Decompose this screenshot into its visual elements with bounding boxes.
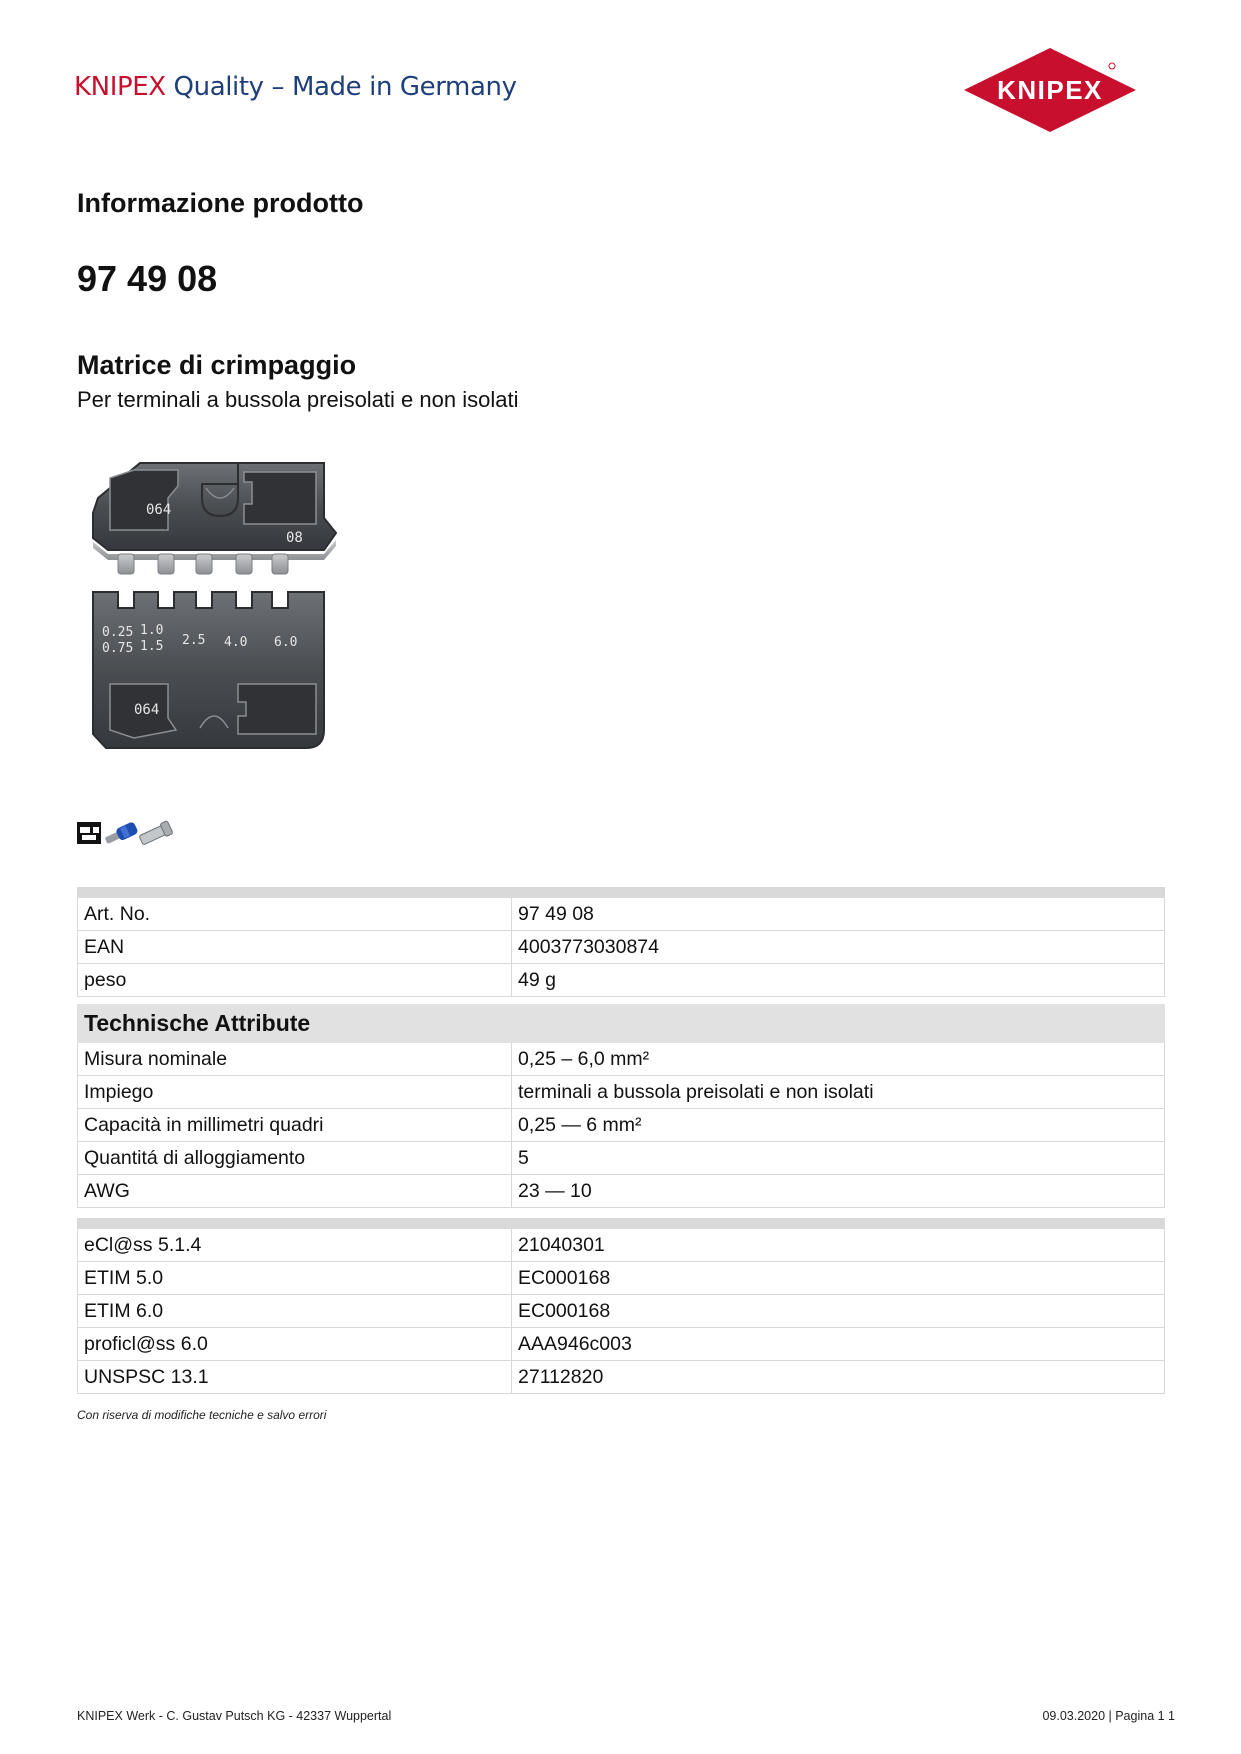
row-key: ETIM 5.0: [78, 1262, 512, 1295]
lower-die-code: 064: [134, 702, 160, 718]
size-label: 1.5: [140, 639, 164, 654]
row-value: EC000168: [512, 1295, 1165, 1328]
table-top-bar: [78, 888, 1165, 898]
table-row: [78, 1175, 1165, 1208]
crimp-die-icon: [77, 822, 101, 844]
table-row: [78, 1295, 1165, 1328]
size-label: 0.25: [102, 625, 134, 640]
table-row: [78, 898, 1165, 931]
table-row: [78, 1109, 1165, 1142]
size-label: 6.0: [274, 635, 298, 650]
info-heading: Informazione prodotto: [77, 188, 364, 218]
table-row: [78, 1361, 1165, 1394]
tagline-brand: KNIPEX: [74, 72, 166, 102]
article-number-heading: 97 49 08: [77, 258, 218, 299]
row-value: 0,25 – 6,0 mm²: [512, 1043, 1165, 1076]
uninsulated-ferrule-icon: [138, 821, 173, 846]
basic-info-table: [77, 887, 1165, 997]
row-key: UNSPSC 13.1: [78, 1361, 512, 1394]
header-tagline: [74, 72, 517, 102]
row-value: EC000168: [512, 1262, 1165, 1295]
disclaimer: Con riserva di modifiche tecniche e salvo errori: [77, 1408, 327, 1422]
product-title: Matrice di crimpaggio: [77, 350, 357, 380]
table-section-heading: [78, 1005, 1165, 1043]
footer-company: KNIPEX Werk - C. Gustav Putsch KG - 42337 Wuppertal: [77, 1709, 392, 1723]
row-value: 21040301: [512, 1229, 1165, 1262]
lower-die: [93, 592, 324, 748]
row-key: EAN: [78, 931, 512, 964]
row-value: terminali a bussola preisolati e non isolati: [512, 1076, 1165, 1109]
upper-die-code: 064: [146, 502, 172, 518]
application-icons: [77, 818, 177, 846]
row-key: Quantitá di alloggiamento: [78, 1142, 512, 1175]
row-value: AAA946c003: [512, 1328, 1165, 1361]
knipex-logo: [962, 46, 1138, 134]
classification-table: [77, 1218, 1165, 1394]
row-value: 5: [512, 1142, 1165, 1175]
row-value: 0,25 — 6 mm²: [512, 1109, 1165, 1142]
size-label: 0.75: [102, 641, 134, 656]
row-value: 23 — 10: [512, 1175, 1165, 1208]
size-label: 1.0: [140, 623, 164, 638]
size-label: 2.5: [182, 633, 206, 648]
table-row: [78, 1262, 1165, 1295]
row-key: ETIM 6.0: [78, 1295, 512, 1328]
table-row: [78, 1328, 1165, 1361]
row-value: 97 49 08: [512, 898, 1165, 931]
technical-attributes-table: [77, 1004, 1165, 1208]
table-row: [78, 931, 1165, 964]
size-label: 4.0: [224, 635, 248, 650]
logo-text: KNIPEX: [997, 75, 1103, 105]
product-subtitle: Per terminali a bussola preisolati e non isolati: [77, 387, 519, 412]
row-key: proficl@ss 6.0: [78, 1328, 512, 1361]
section-title: Technische Attribute: [78, 1005, 1165, 1043]
row-key: Capacità in millimetri quadri: [78, 1109, 512, 1142]
row-key: Impiego: [78, 1076, 512, 1109]
row-key: eCl@ss 5.1.4: [78, 1229, 512, 1262]
table-top-bar: [78, 1219, 1165, 1229]
row-key: AWG: [78, 1175, 512, 1208]
table-row: [78, 1043, 1165, 1076]
upper-die-number: 08: [286, 530, 303, 546]
row-key: Misura nominale: [78, 1043, 512, 1076]
table-row: [78, 1142, 1165, 1175]
table-row: [78, 1229, 1165, 1262]
table-row: [78, 964, 1165, 997]
upper-die: [93, 463, 336, 574]
insulated-ferrule-icon: [103, 821, 138, 846]
row-key: Art. No.: [78, 898, 512, 931]
table-row: [78, 1076, 1165, 1109]
footer-date-page: 09.03.2020 | Pagina 1 1: [1042, 1709, 1175, 1723]
row-value: 4003773030874: [512, 931, 1165, 964]
row-value: 49 g: [512, 964, 1165, 997]
tagline-rest: Quality – Made in Germany: [165, 72, 517, 102]
crimp-die-image: [88, 458, 374, 776]
row-value: 27112820: [512, 1361, 1165, 1394]
row-key: peso: [78, 964, 512, 997]
